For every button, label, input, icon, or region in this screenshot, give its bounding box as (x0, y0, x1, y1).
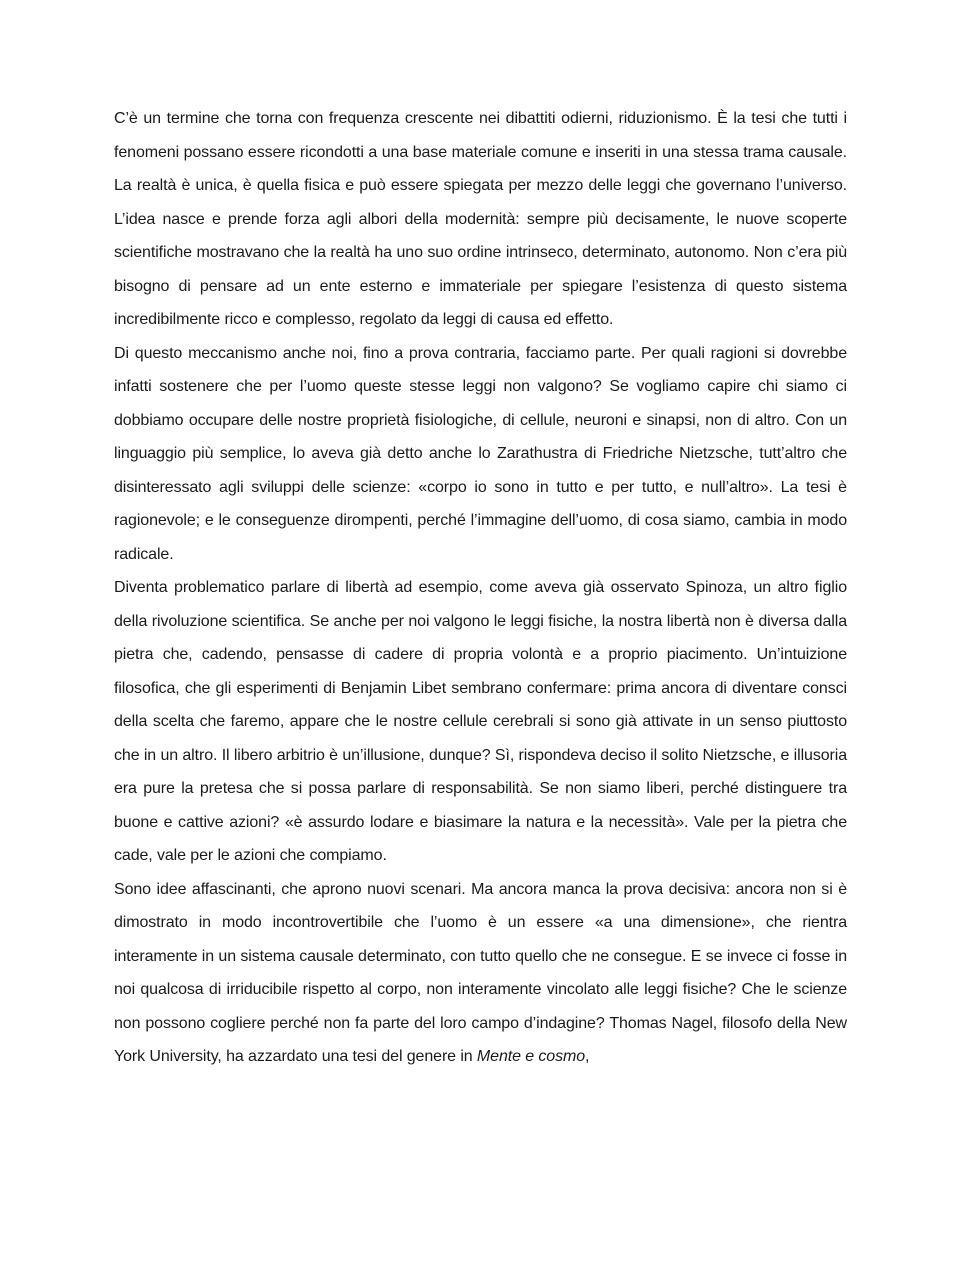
paragraph-reductionism: C’è un termine che torna con frequenza crescente nei dibattiti odierni, riduzionismo. È la tesi che tutti i fenomeni possano essere ricondotti a una base materiale comune e inseriti in una stessa trama causale. La realtà è unica, è quella fisica e può essere spiegata per mezzo delle leggi che governano l’universo. L’idea nasce e prende forza agli albori della modernità: sempre più decisamente, le nuove scoperte scientifiche mostravano che la realtà ha uno suo ordine intrinseco, determinato, autonomo. Non c’era più bisogno di pensare ad un ente esterno e immateriale per spiegare l’esistenza di questo sistema incredibilmente ricco e complesso, regolato da leggi di causa ed effetto. (114, 110, 847, 328)
paragraph-nagel (114, 873, 847, 1074)
paragraph-freedom: Diventa problematico parlare di libertà ad esempio, come aveva già osservato Spinoza, un altro figlio della rivoluzione scientifica. Se anche per noi valgono le leggi fisiche, la nostra libertà non è diversa dalla pietra che, cadendo, pensasse di cadere di propria volontà e a proprio piacimento. Un’intuizione filosofica, che gli esperimenti di Benjamin Libet sembrano confermare: prima ancora di diventare consci della scelta che faremo, appare che le nostre cellule cerebrali si sono già attivate in un senso piuttosto che in un altro. Il libero arbitrio è un’illusione, dunque? Sì, rispondeva deciso il solito Nietzsche, e illusoria era pure la pretesa che si possa parlare di responsabilità. Se non siamo liberi, perché distinguere tra buone e cattive azioni? «è assurdo lodare e biasimare la natura e la necessità». Vale per la pietra che cade, vale per le azioni che compiamo. (114, 579, 848, 864)
book-title: Mente e cosmo (476, 1048, 586, 1065)
article-body (114, 102, 847, 1074)
paragraph-nagel-tail: , (585, 1048, 590, 1065)
paragraph-nagel-text: Sono idee affascinanti, che aprono nuovi scenari. Ma ancora manca la prova decisiva: ancora non si è dimostrato in modo incontrovertibile che l’uomo è un essere «a una dimensione», che rientra interamente in un sistema causale determinato, con tutto quello che ne consegue. E se invece ci fosse in noi qualcosa di irriducibile rispetto al corpo, non interamente vincolato alle leggi fisiche? Che le scienze non possono cogliere perché non fa parte del loro campo d’indagine? Thomas Nagel, filosofo della New York University, ha azzardato una tesi del genere in (114, 880, 847, 1065)
paragraph-mechanism: Di questo meccanismo anche noi, fino a prova contraria, facciamo parte. Per quali ragioni si dovrebbe infatti sostenere che per l’uomo queste stesse leggi non valgono? Se vogliamo capire chi siamo ci dobbiamo occupare delle nostre proprietà fisiologiche, di cellule, neuroni e sinapsi, non di altro. Con un linguaggio più semplice, lo aveva già detto anche lo Zarathustra di Friedriche Nietzsche, tutt’altro che disinteressato agli sviluppi delle scienze: «corpo io sono in tutto e per tutto, e null’altro». La tesi è ragionevole; e le conseguenze dirompenti, perché l’immagine dell’uomo, di cosa siamo, cambia in modo radicale. (114, 344, 847, 563)
